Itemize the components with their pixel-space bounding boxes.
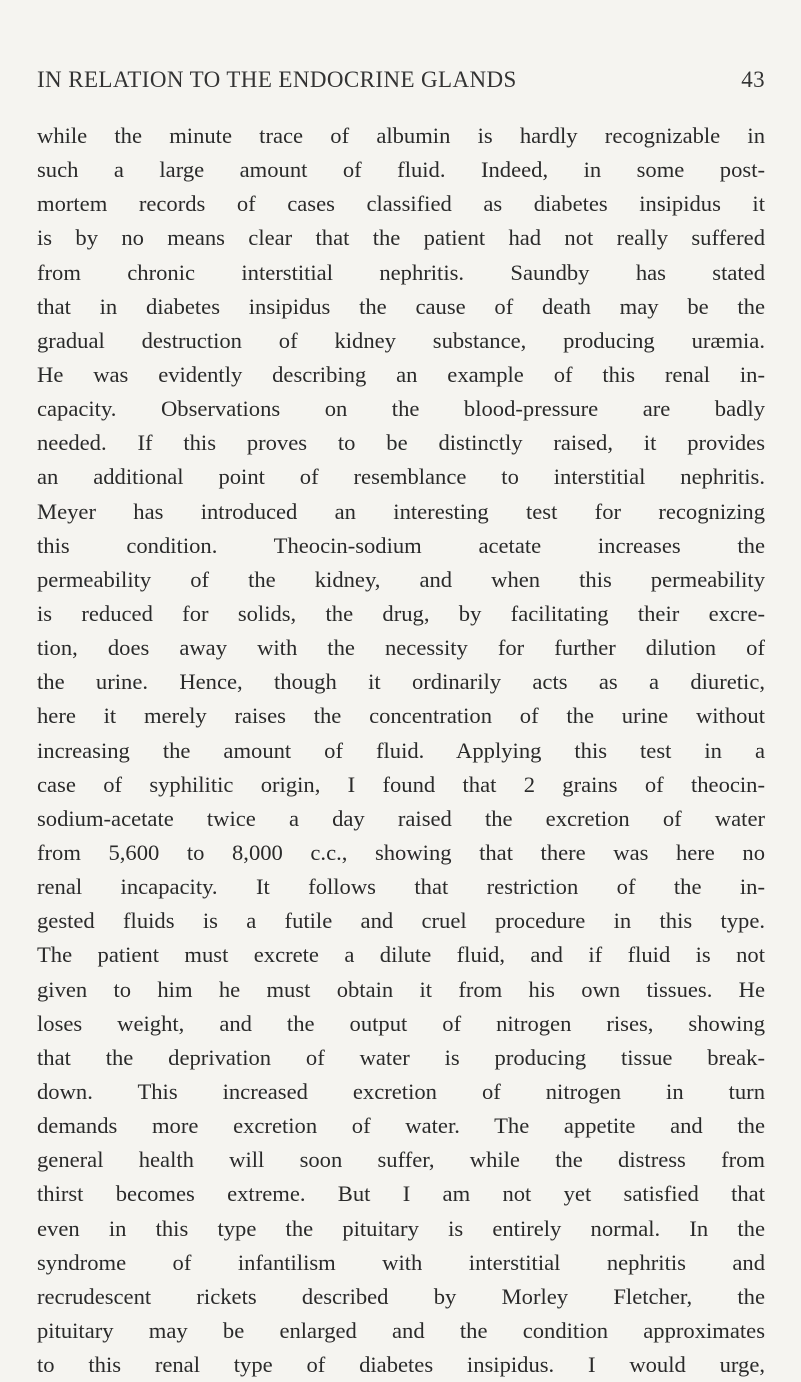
- text-line: to this renal type of diabetes insipidus. I would urge,: [37, 1352, 765, 1378]
- text-line: syndrome of infantilism with interstitial nephritis and: [37, 1249, 765, 1275]
- text-line: is reduced for solids, the drug, by facilitating their excre-: [37, 600, 765, 626]
- text-line: the urine. Hence, though it ordinarily acts as a diuretic,: [37, 669, 765, 695]
- text-line: while the minute trace of albumin is hardly recognizable in: [37, 123, 765, 148]
- text-line: recrudescent rickets described by Morley Fletcher, the: [37, 1283, 765, 1309]
- text-line: given to him he must obtain it from his own tissues. He: [37, 976, 765, 1002]
- text-line: renal incapacity. It follows that restriction of the in-: [37, 874, 765, 900]
- text-line: capacity. Observations on the blood-pressure are badly: [37, 396, 765, 422]
- running-head: [37, 63, 765, 97]
- running-head-title: IN RELATION TO THE ENDOCRINE GLANDS: [37, 67, 517, 92]
- text-line: needed. If this proves to be distinctly raised, it provides: [37, 430, 765, 456]
- text-line: this condition. Theocin-sodium acetate increases the: [37, 532, 765, 558]
- text-line: increasing the amount of fluid. Applying this test in a: [37, 737, 765, 763]
- text-line: pituitary may be enlarged and the condition approximates: [37, 1317, 765, 1343]
- text-line: general health will soon suffer, while the distress from: [37, 1147, 765, 1173]
- text-line: sodium-acetate twice a day raised the excretion of water: [37, 805, 765, 831]
- text-line: tion, does away with the necessity for further dilution of: [37, 635, 765, 661]
- text-line: thirst becomes extreme. But I am not yet satisfied that: [37, 1181, 765, 1207]
- text-line: an additional point of resemblance to interstitial nephritis.: [37, 464, 765, 490]
- text-line: such a large amount of fluid. Indeed, in some post-: [37, 157, 765, 183]
- text-line: that in diabetes insipidus the cause of death may be the: [37, 293, 765, 319]
- text-line: The patient must excrete a dilute fluid, and if fluid is not: [37, 942, 765, 968]
- text-line: gradual destruction of kidney substance, producing uræmia.: [37, 327, 765, 353]
- text-line: from chronic interstitial nephritis. Saundby has stated: [37, 259, 765, 285]
- text-line: mortem records of cases classified as diabetes insipidus it: [37, 191, 765, 217]
- body-paragraph: [37, 119, 765, 1382]
- text-line: demands more excretion of water. The appetite and the: [37, 1113, 765, 1139]
- text-line: loses weight, and the output of nitrogen rises, showing: [37, 1010, 765, 1036]
- text-line: Meyer has introduced an interesting test for recognizing: [37, 498, 765, 524]
- text-line: from 5,600 to 8,000 c.c., showing that there was here no: [37, 839, 765, 865]
- text-line: is by no means clear that the patient had not really suffered: [37, 225, 765, 251]
- text-line: here it merely raises the concentration of the urine without: [37, 703, 765, 729]
- text-line: case of syphilitic origin, I found that 2 grains of theocin-: [37, 771, 765, 797]
- text-line: permeability of the kidney, and when this permeability: [37, 566, 765, 592]
- text-line: gested fluids is a futile and cruel procedure in this type.: [37, 908, 765, 934]
- text-line: He was evidently describing an example of this renal in-: [37, 361, 765, 387]
- text-line: down. This increased excretion of nitrogen in turn: [37, 1078, 765, 1104]
- text-line: that the deprivation of water is producing tissue break-: [37, 1044, 765, 1070]
- page-number: 43: [741, 67, 765, 92]
- text-line: even in this type the pituitary is entirely normal. In the: [37, 1215, 765, 1241]
